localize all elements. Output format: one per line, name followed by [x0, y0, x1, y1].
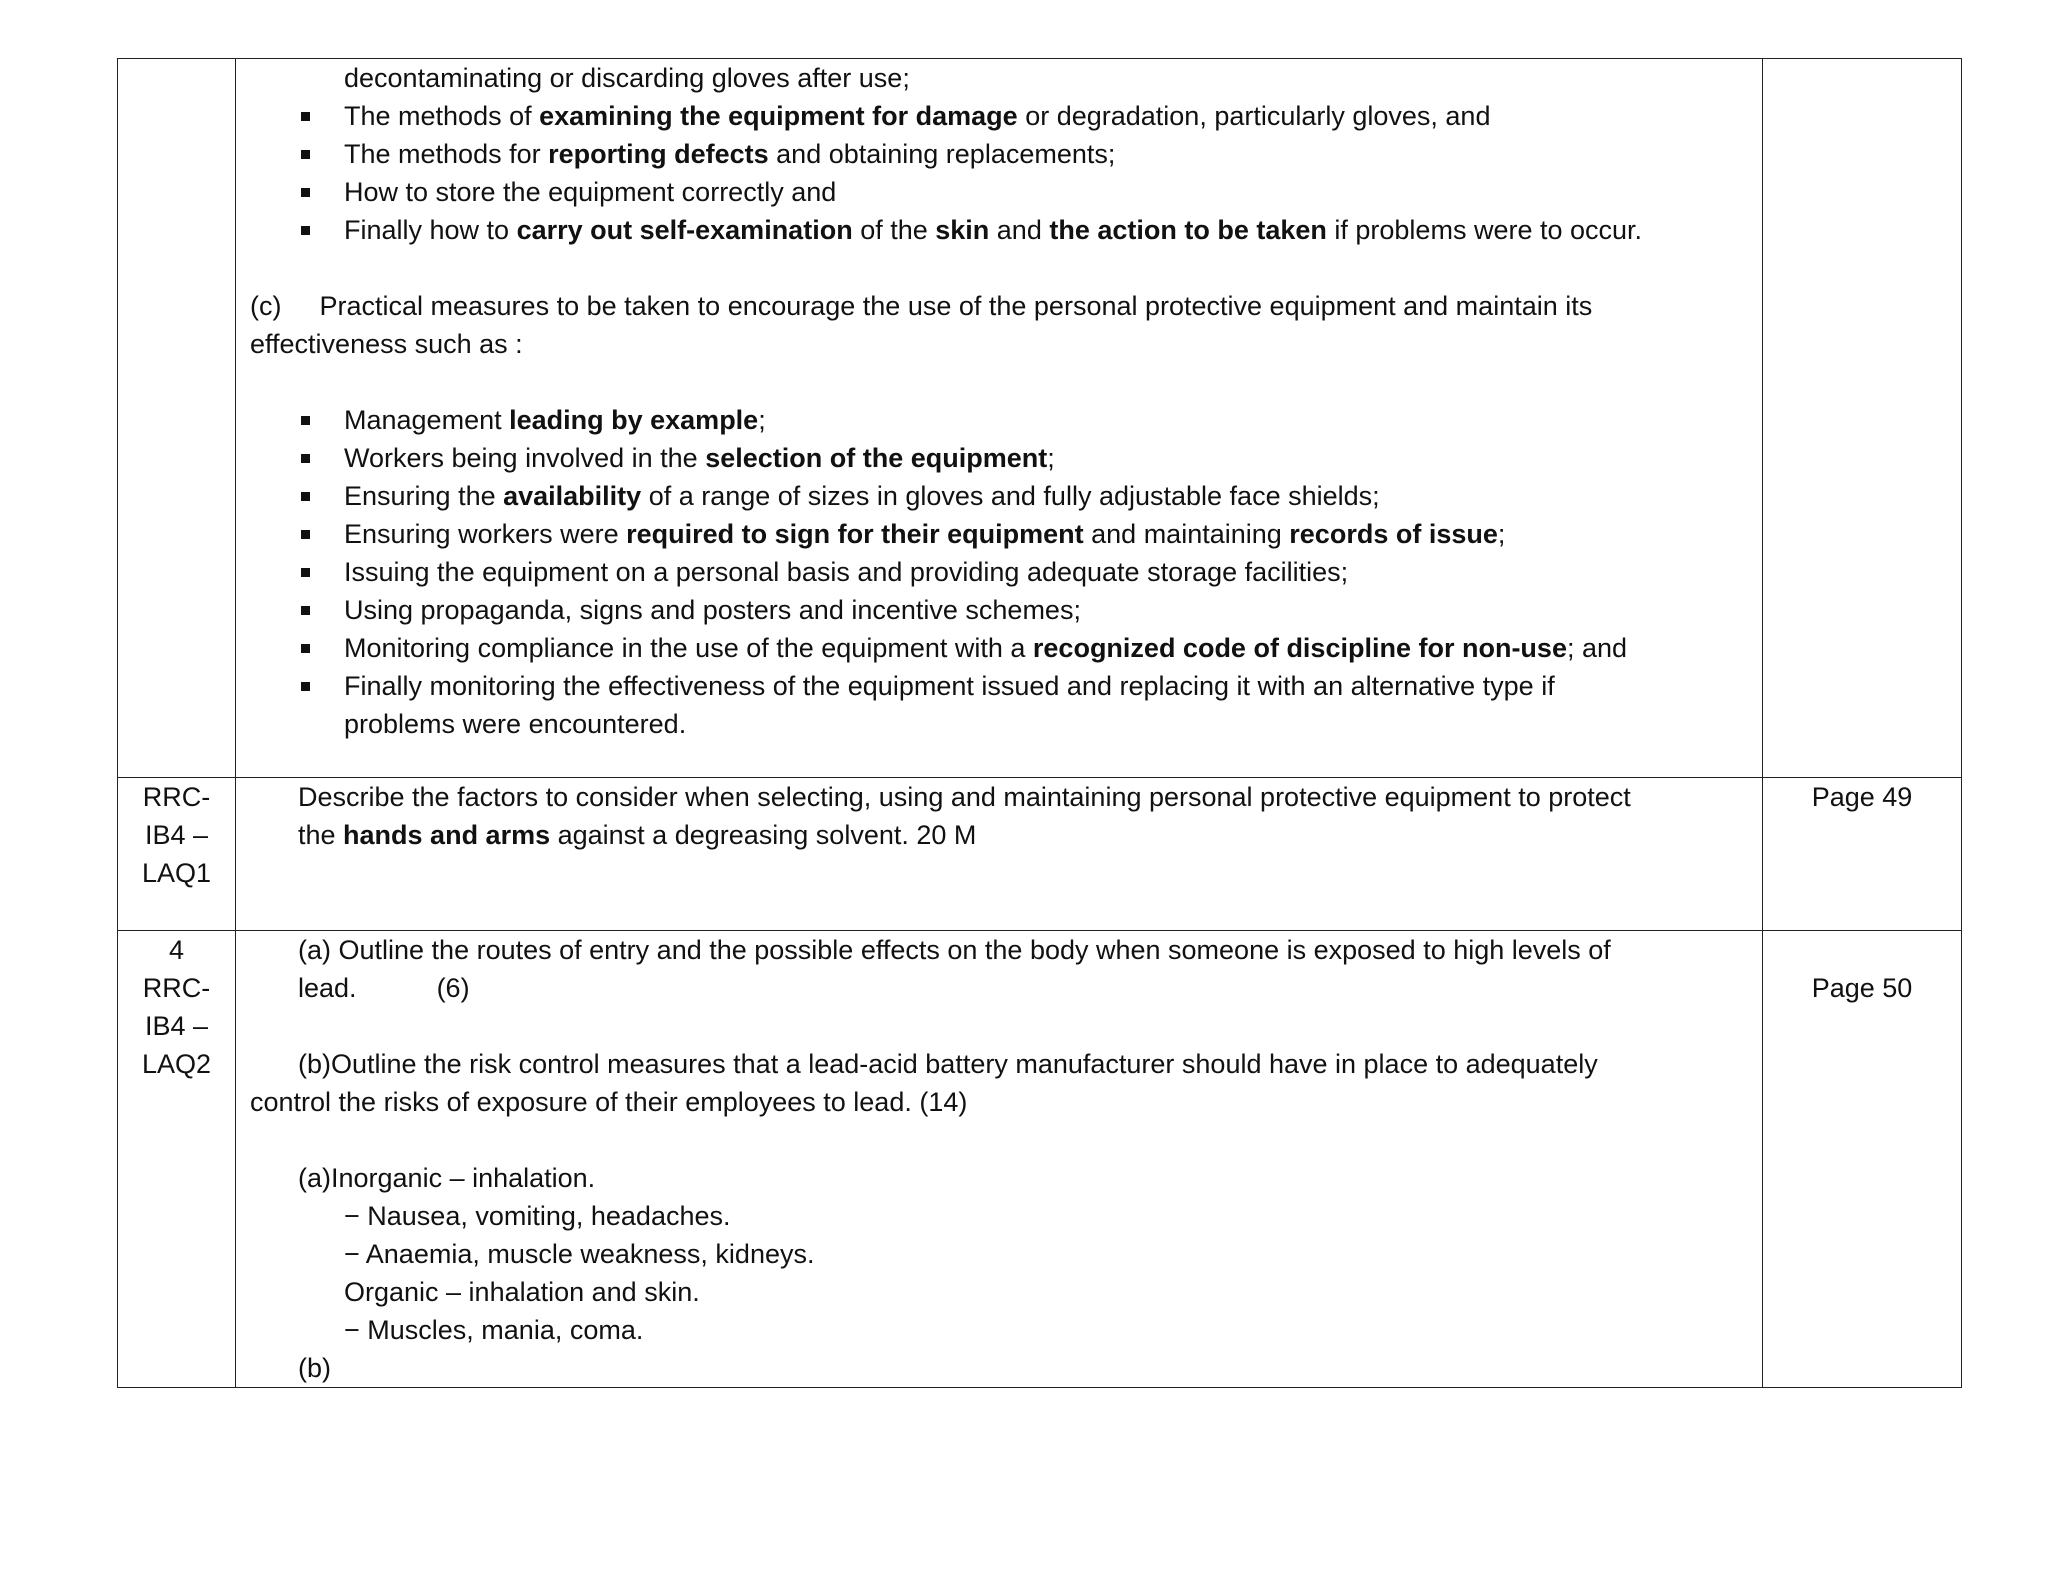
- continued-text: decontaminating or discarding gloves after use;: [344, 63, 910, 93]
- list-item: Finally monitoring the effectiveness of the equipment issued and replacing it with an alternative type if problems were encountered.: [298, 667, 1752, 743]
- ref-cell: 4 RRC- IB4 – LAQ2: [118, 931, 236, 1388]
- list-item: Ensuring workers were required to sign for their equipment and maintaining records of issue;: [298, 515, 1752, 553]
- list-item: Management leading by example;: [298, 401, 1752, 439]
- bullet-list: [250, 97, 1752, 249]
- answer-line: − Muscles, mania, coma.: [344, 1315, 644, 1345]
- question-b-cont: control the risks of exposure of their employees to lead. (14): [250, 1087, 968, 1117]
- content-cell: [236, 59, 1763, 778]
- page-cell: [1763, 59, 1962, 778]
- question-b: (b)Outline the risk control measures that a lead-acid battery manufacturer should have in place to adequately: [298, 1049, 1598, 1079]
- question-text: Describe the factors to consider when selecting, using and maintaining personal protective equipment to protect: [298, 782, 1631, 812]
- question-a: (a) Outline the routes of entry and the possible effects on the body when someone is exposed to high levels of: [298, 935, 1611, 965]
- document-table: [117, 58, 1962, 1388]
- list-item: The methods for reporting defects and obtaining replacements;: [298, 135, 1752, 173]
- answer-line: − Nausea, vomiting, headaches.: [344, 1201, 731, 1231]
- table-row: [118, 778, 1962, 931]
- answer-line: − Anaemia, muscle weakness, kidneys.: [344, 1239, 815, 1269]
- section-c-heading-cont: effectiveness such as :: [250, 329, 523, 359]
- list-item: The methods of examining the equipment for damage or degradation, particularly gloves, and: [298, 97, 1752, 135]
- list-item: Finally how to carry out self-examination of the skin and the action to be taken if problems were to occur.: [298, 211, 1752, 249]
- list-item: Ensuring the availability of a range of sizes in gloves and fully adjustable face shields;: [298, 477, 1752, 515]
- section-c-heading: (c) Practical measures to be taken to encourage the use of the personal protective equipment and maintain its: [250, 291, 1593, 321]
- table-row: [118, 931, 1962, 1388]
- table-row: [118, 59, 1962, 778]
- page-reference: Page 49: [1763, 778, 1962, 931]
- ref-cell: [118, 59, 236, 778]
- list-item: Issuing the equipment on a personal basis and providing adequate storage facilities;: [298, 553, 1752, 591]
- answer-line: Organic – inhalation and skin.: [344, 1277, 700, 1307]
- list-item: Workers being involved in the selection of the equipment;: [298, 439, 1752, 477]
- answer-a: (a)Inorganic – inhalation.: [298, 1163, 596, 1193]
- answer-b: (b): [298, 1353, 331, 1383]
- ref-cell: RRC- IB4 – LAQ1: [118, 778, 236, 931]
- question-text-cont: the hands and arms against a degreasing solvent. 20 M: [298, 820, 977, 850]
- page-reference: Page 50: [1811, 973, 1913, 1003]
- list-item: Using propaganda, signs and posters and incentive schemes;: [298, 591, 1752, 629]
- question-a-cont: lead. (6): [298, 973, 470, 1003]
- page-cell: [1763, 931, 1962, 1388]
- list-item: How to store the equipment correctly and: [298, 173, 1752, 211]
- content-cell: [236, 931, 1763, 1388]
- list-item: Monitoring compliance in the use of the equipment with a recognized code of discipline for non-use; and: [298, 629, 1752, 667]
- bullet-list: [250, 401, 1752, 743]
- content-cell: [236, 778, 1763, 931]
